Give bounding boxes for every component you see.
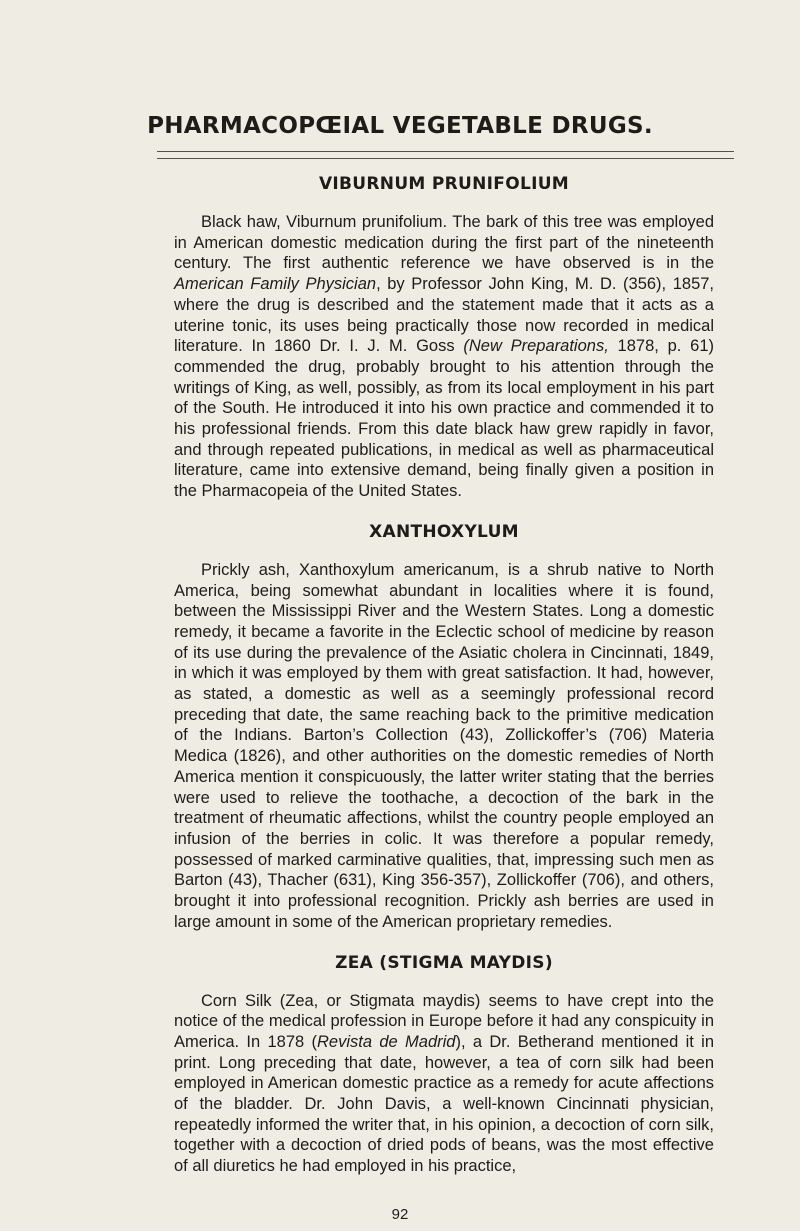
book-title: (New Preparations,: [463, 337, 609, 356]
section-heading: XANTHOXYLUM: [369, 521, 519, 542]
section-paragraph: Prickly ash, Xanthoxylum americanum, is a shrub native to North America, being somewhat abundant in localities where it is found, between the Mississippi River and the Western States. Long a domestic remedy, it became a favorite in the Eclectic school of medicine by reason of its use during the prevalence of the Asiatic cholera in Cincinnati, 1849, in which it was employed by them with great satisfaction. It had, however, as stated, a domestic as well as a seemingly professional record preceding that date, the same reaching back to the primitive medication of the Indians. Barton’s Collection (43), Zollickoffer’s (706) Materia Medica (1826), and other authorities on the domestic remedies of North America mention it conspicuously, the latter writer stating that the berries were used to relieve the toothache, a decoction of the bark in the treatment of rheumatic affections, whilst the country people employed an infusion of the berries in colic. It was therefore a popular remedy, possessed of marked carminative qualities, that, impressing such men as Barton (43), Thacher (631), King 356-357), Zollickoffer (706), and others, brought it into professional recognition. Prickly ash berries are used in large amount in some of the American proprietary remedies.: [174, 560, 714, 931]
journal-title: Revista de Madrid: [317, 1032, 456, 1051]
section-paragraph: Corn Silk (Zea, or Stigmata maydis) seems to have crept into the notice of the medical profession in Europe before it had any conspicuity in America. In 1878 (Revista de Madrid), a Dr. Betherand mentioned it in print. Long preceding that date, however, a tea of corn silk had been employed in American domestic practice as a remedy for acute affections of the bladder. Dr. John Davis, a well-known Cincinnati physician, repeatedly informed the writer that, in his opinion, a decoction of corn silk, together with a decoction of dried pods of beans, was the most effective of all diuretics he had employed in his practice,: [174, 991, 715, 1176]
section-heading: VIBURNUM PRUNIFOLIUM: [318, 174, 570, 194]
section-zea: [174, 953, 714, 1177]
header-rule-top: [157, 151, 734, 152]
section-heading: ZEA (STIGMA MAYDIS): [335, 952, 553, 973]
page-body: [174, 174, 714, 1177]
book-title: American Family Physician: [174, 275, 377, 294]
section-paragraph: Black haw, Viburnum prunifolium. The bark of this tree was employed in American domestic medication during the first part of the nineteenth century. The first authentic reference we have observed is in the American Family Physician, by Professor John King, M. D. (356), 1857, where the drug is described and the statement made that it acts as a uterine tonic, its uses being practically those now recorded in medical literature. In 1860 Dr. I. J. M. Goss (New Preparations, 1878, p. 61) commended the drug, probably brought to his attention through the writings of King, as well, possibly, as from its local employment in his part of the South. He introduced it into his own practice and commended it to his professional friends. From this date black haw grew rapidly in favor, and through repeated publications, in medical as well as pharmaceutical literature, came into extensive demand, being finally given a position in the Pharmacopeia of the United States.: [174, 213, 715, 501]
header-rule-bottom: [157, 158, 734, 159]
page-number: 92: [391, 1206, 409, 1223]
section-xanthoxylum: [174, 522, 714, 933]
section-viburnum: [174, 174, 714, 502]
page-title: PHARMACOPŒIAL VEGETABLE DRUGS.: [147, 113, 653, 139]
